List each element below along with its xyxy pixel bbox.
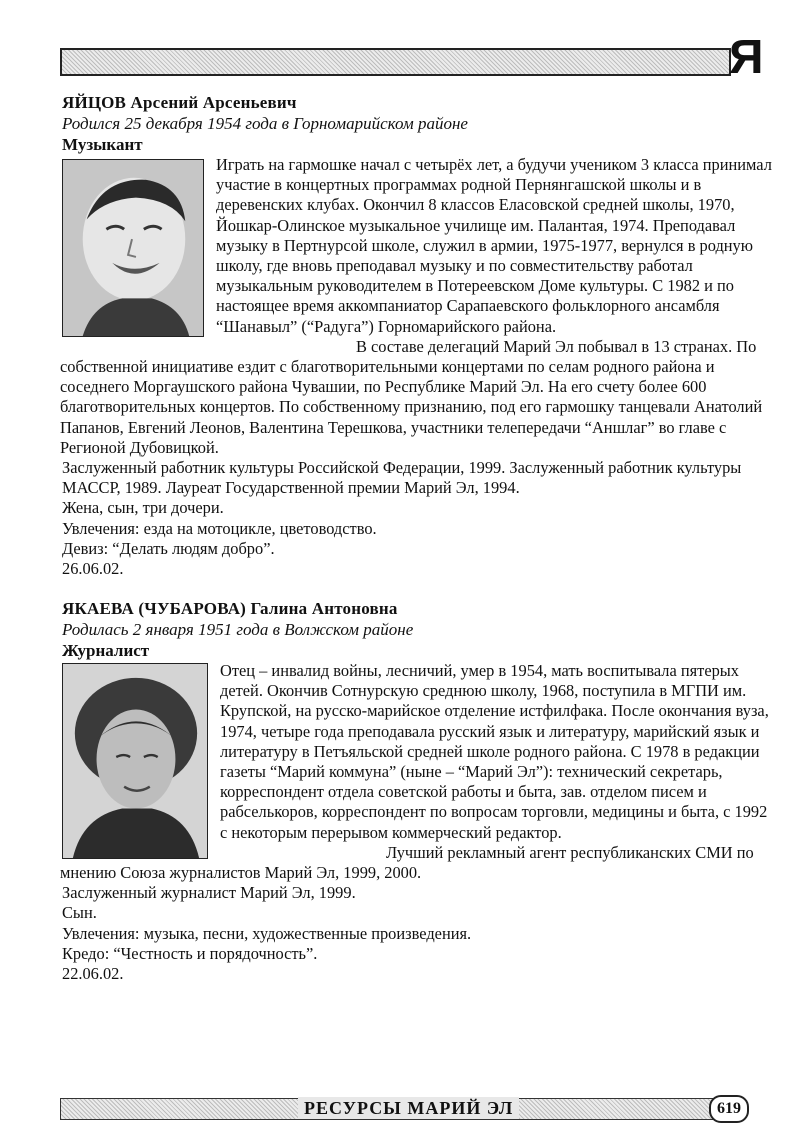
entry-name: ЯЙЦОВ Арсений Арсеньевич [62, 93, 297, 112]
entry-profession: Журналист [62, 641, 150, 660]
section-letter: Я [729, 31, 764, 84]
entry-hobbies: Увлечения: езда на мотоцикле, цветоводство. [62, 518, 377, 538]
entry-date: 26.06.02. [62, 559, 124, 579]
portrait-photo [62, 159, 204, 337]
entry-family: Сын. [62, 903, 97, 923]
entry-paragraph: Отец – инвалид войны, лесничий, умер в 1954, мать воспитывала пятерых детей. Окончив Сотнурскую среднюю школу, 1968, поступила в МГПИ им. Крупской, на русско-марийское отделение истфилфака. После окончания вуза, 1974, четыре года преподавала русский язык и литературу, марийский язык и литературу в Петъяльской средней школе родного района. С 1978 в редакции газеты “Марий коммуна” (ныне – “Марий Эл”): технический секретарь, корреспондент отдела советской работы и быта, зав. отделом писем и рабселькоров, корреспондент по вопросам торговли, медицины и быта, с 1992 с некоторым перерывом коммерческий редактор. [220, 661, 769, 842]
header-band [60, 48, 731, 76]
entry-birth: Родилась 2 января 1951 года в Волжском районе [62, 620, 414, 639]
entry-yaitsov [62, 92, 772, 579]
entry-paragraph: Играть на гармошке начал с четырёх лет, а будучи учеником 3 класса принимал участие в концертных программах родной Пернянгашской школы и в деревенских клубах. Окончил 8 классов Еласовской средней школы, 1970, Йошкар-Олинское музыкальное училище им. Палантая, 1974. Преподавал музыку в Пертнурсой школе, служил в армии, 1975-1977, вернулся в родную школу, где вновь преподавал музыку и по совместительству работал музыкальным руководителем в Потереевском Доме культуры. С 1982 и по настоящее время аккомпаниатор Сарапаевского фольклорного ансамбля “Шанавыл” (“Радуга”) Горномарийского района. [216, 155, 772, 336]
entry-profession: Музыкант [62, 135, 143, 154]
entry-birth: Родился 25 декабря 1954 года в Горномарийском районе [62, 114, 468, 133]
entry-paragraph: В составе делегаций Марий Эл побывал в 13 странах. По собственной инициативе ездит с благотворительными концертами по селам родного района и соседнего Моргаушского района Чувашии, по Республике Марий Эл. На его счету более 600 благотворительных концертов. По собственному признанию, под его гармошку танцевали Анатолий Папанов, Евгений Леонов, Валентина Терешкова, участники телепередачи “Аншлаг” во главе с Регионой Дубовицкой. [60, 336, 763, 457]
entry-award: Заслуженный журналист Марий Эл, 1999. [62, 883, 356, 903]
entry-date: 22.06.02. [62, 964, 124, 984]
entry-family: Жена, сын, три дочери. [62, 498, 224, 518]
entry-motto: Девиз: “Делать людям добро”. [62, 538, 275, 558]
entry-name: ЯКАЕВА (ЧУБАРОВА) Галина Антоновна [62, 599, 398, 618]
entry-hobbies: Увлечения: музыка, песни, художественные произведения. [62, 923, 472, 943]
entry-yakaeva [62, 598, 772, 984]
entry-paragraph: Лучший рекламный агент республиканских СМИ по мнению Союза журналистов Марий Эл, 1999, 2000. [60, 842, 754, 883]
entry-paragraph: Заслуженный работник культуры Российской Федерации, 1999. Заслуженный работник культуры МАССР, 1989. Лауреат Государственной премии Марий Эл, 1994. [62, 458, 742, 498]
page-number: 619 [709, 1095, 749, 1123]
footer-title: РЕСУРСЫ МАРИЙ ЭЛ [298, 1097, 519, 1119]
entry-motto: Кредо: “Честность и порядочность”. [62, 943, 318, 963]
portrait-photo [62, 663, 208, 859]
